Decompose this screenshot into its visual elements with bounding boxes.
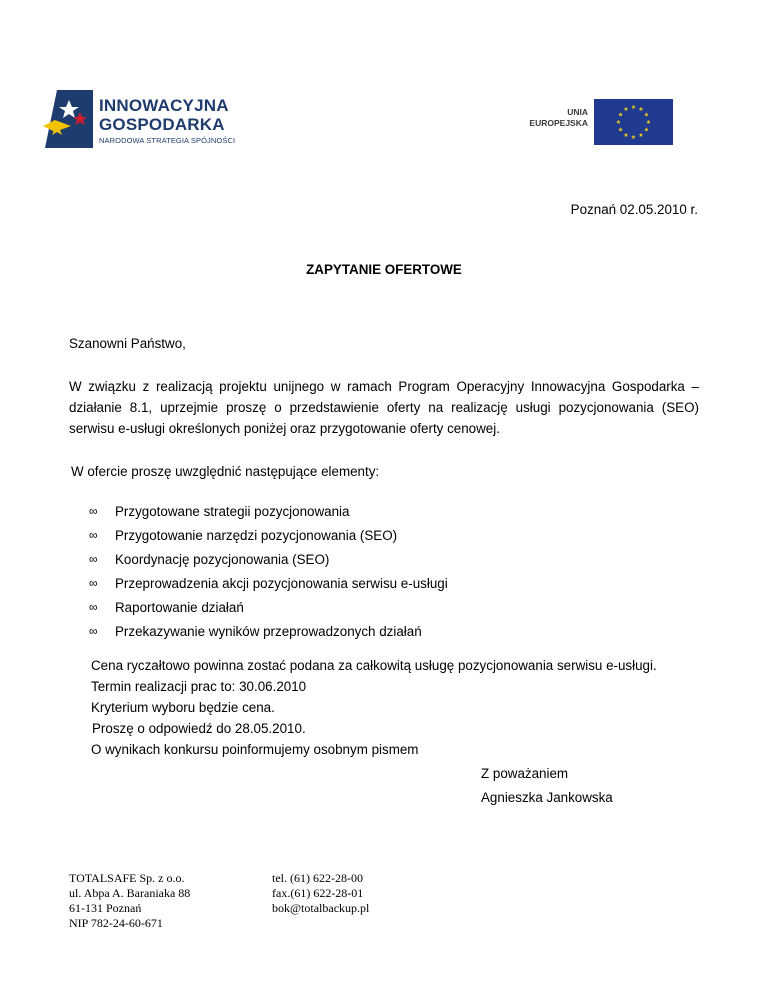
list-item: [89, 597, 448, 621]
bullet-icon: ∞: [89, 576, 98, 590]
email: bok@totalbackup.pl: [272, 901, 370, 915]
list-item-text: Przeprowadzenia akcji pozycjonowania serwisu e-usługi: [115, 576, 448, 591]
notes-list: [91, 655, 657, 760]
eu-flag-icon: [594, 99, 673, 145]
letter-title: ZAPYTANIE OFERTOWE: [306, 262, 462, 277]
eu-star-icon: ★: [623, 132, 629, 139]
note-line: O wynikach konkursu poinformujemy osobnym pismem: [91, 742, 419, 757]
signature-block: [481, 763, 613, 811]
company-name: TOTALSAFE Sp. z o.o.: [69, 871, 185, 885]
list-item: [89, 549, 448, 573]
eu-star-icon: ★: [617, 127, 624, 134]
letter-date: Poznań 02.05.2010 r.: [570, 202, 698, 217]
fax: fax.(61) 622-28-01: [272, 886, 364, 900]
eu-star-icon: ★: [645, 120, 652, 126]
bullet-icon: ∞: [89, 624, 98, 638]
street: ul. Abpa A. Baraniaka 88: [69, 886, 191, 900]
list-item-text: Przygotowanie narzędzi pozycjonowania (SEO): [115, 528, 398, 543]
eu-star-icon: ★: [643, 112, 650, 119]
list-item-text: Raportowanie działań: [115, 600, 244, 615]
eu-star-icon: ★: [615, 120, 622, 126]
ue-line-2: EUROPEJSKA: [529, 118, 588, 128]
footer-address: [69, 871, 190, 931]
list-item-text: Przekazywanie wyników przeprowadzonych działań: [115, 624, 422, 639]
logo-line-2: GOSPODARKA: [99, 115, 225, 134]
note-line: Cena ryczałtowo powinna zostać podana za całkowitą usługę pozycjonowania serwisu e-usługi.: [91, 658, 657, 673]
logo-line-1: INNOWACYJNA: [99, 96, 229, 115]
list-item: [89, 525, 448, 549]
list-item-text: Przygotowane strategii pozycjonowania: [115, 504, 350, 519]
eu-star-icon: ★: [643, 127, 650, 134]
bullet-icon: ∞: [89, 528, 98, 542]
innowacyjna-gospodarka-logo: [43, 90, 263, 150]
closing: Z poważaniem: [481, 766, 569, 781]
list-item: [89, 621, 448, 645]
bullet-icon: ∞: [89, 600, 98, 614]
eu-star-icon: ★: [623, 107, 629, 114]
greeting: Szanowni Państwo,: [69, 336, 186, 351]
nip: NIP 782-24-60-671: [69, 916, 163, 930]
note-line: Proszę o odpowiedź do 28.05.2010.: [92, 721, 306, 736]
logo-line-3: NARODOWA STRATEGIA SPÓJNOŚCI: [99, 136, 236, 145]
phone: tel. (61) 622-28-00: [272, 871, 363, 885]
intro-paragraph: W związku z realizacją projektu unijnego w ramach Program Operacyjny Innowacyjna Gospodarka – działanie 8.1, uprzejmie proszę o przedstawienie oferty na realizację usługi pozycjonowania (SEO) serwisu e-usługi określonych poniżej oraz przygotowanie oferty cenowej.: [69, 379, 699, 436]
signer-name: Agnieszka Jankowska: [481, 790, 613, 805]
bullet-icon: ∞: [89, 504, 98, 518]
eu-star-icon: ★: [630, 135, 637, 141]
bullet-icon: ∞: [89, 552, 98, 566]
ue-text: [526, 107, 588, 129]
elements-list: [89, 501, 448, 645]
note-line: Termin realizacji prac to: 30.06.2010: [91, 679, 307, 694]
ig-emblem-icon: [43, 90, 95, 150]
elements-intro: W ofercie proszę uwzględnić następujące elementy:: [71, 464, 380, 479]
ue-line-1: UNIA: [567, 107, 588, 117]
eu-star-icon: ★: [617, 112, 624, 119]
note-line: Kryterium wyboru będzie cena.: [91, 700, 275, 715]
unia-europejska-logo: [526, 99, 674, 145]
footer-contact: [272, 871, 369, 916]
eu-star-icon: ★: [638, 132, 644, 139]
city: 61-131 Poznań: [69, 901, 142, 915]
eu-star-icon: ★: [638, 107, 644, 114]
list-item: [89, 573, 448, 597]
list-item-text: Koordynację pozycjonowania (SEO): [115, 552, 330, 567]
eu-star-icon: ★: [630, 105, 637, 111]
list-item: [89, 501, 448, 525]
